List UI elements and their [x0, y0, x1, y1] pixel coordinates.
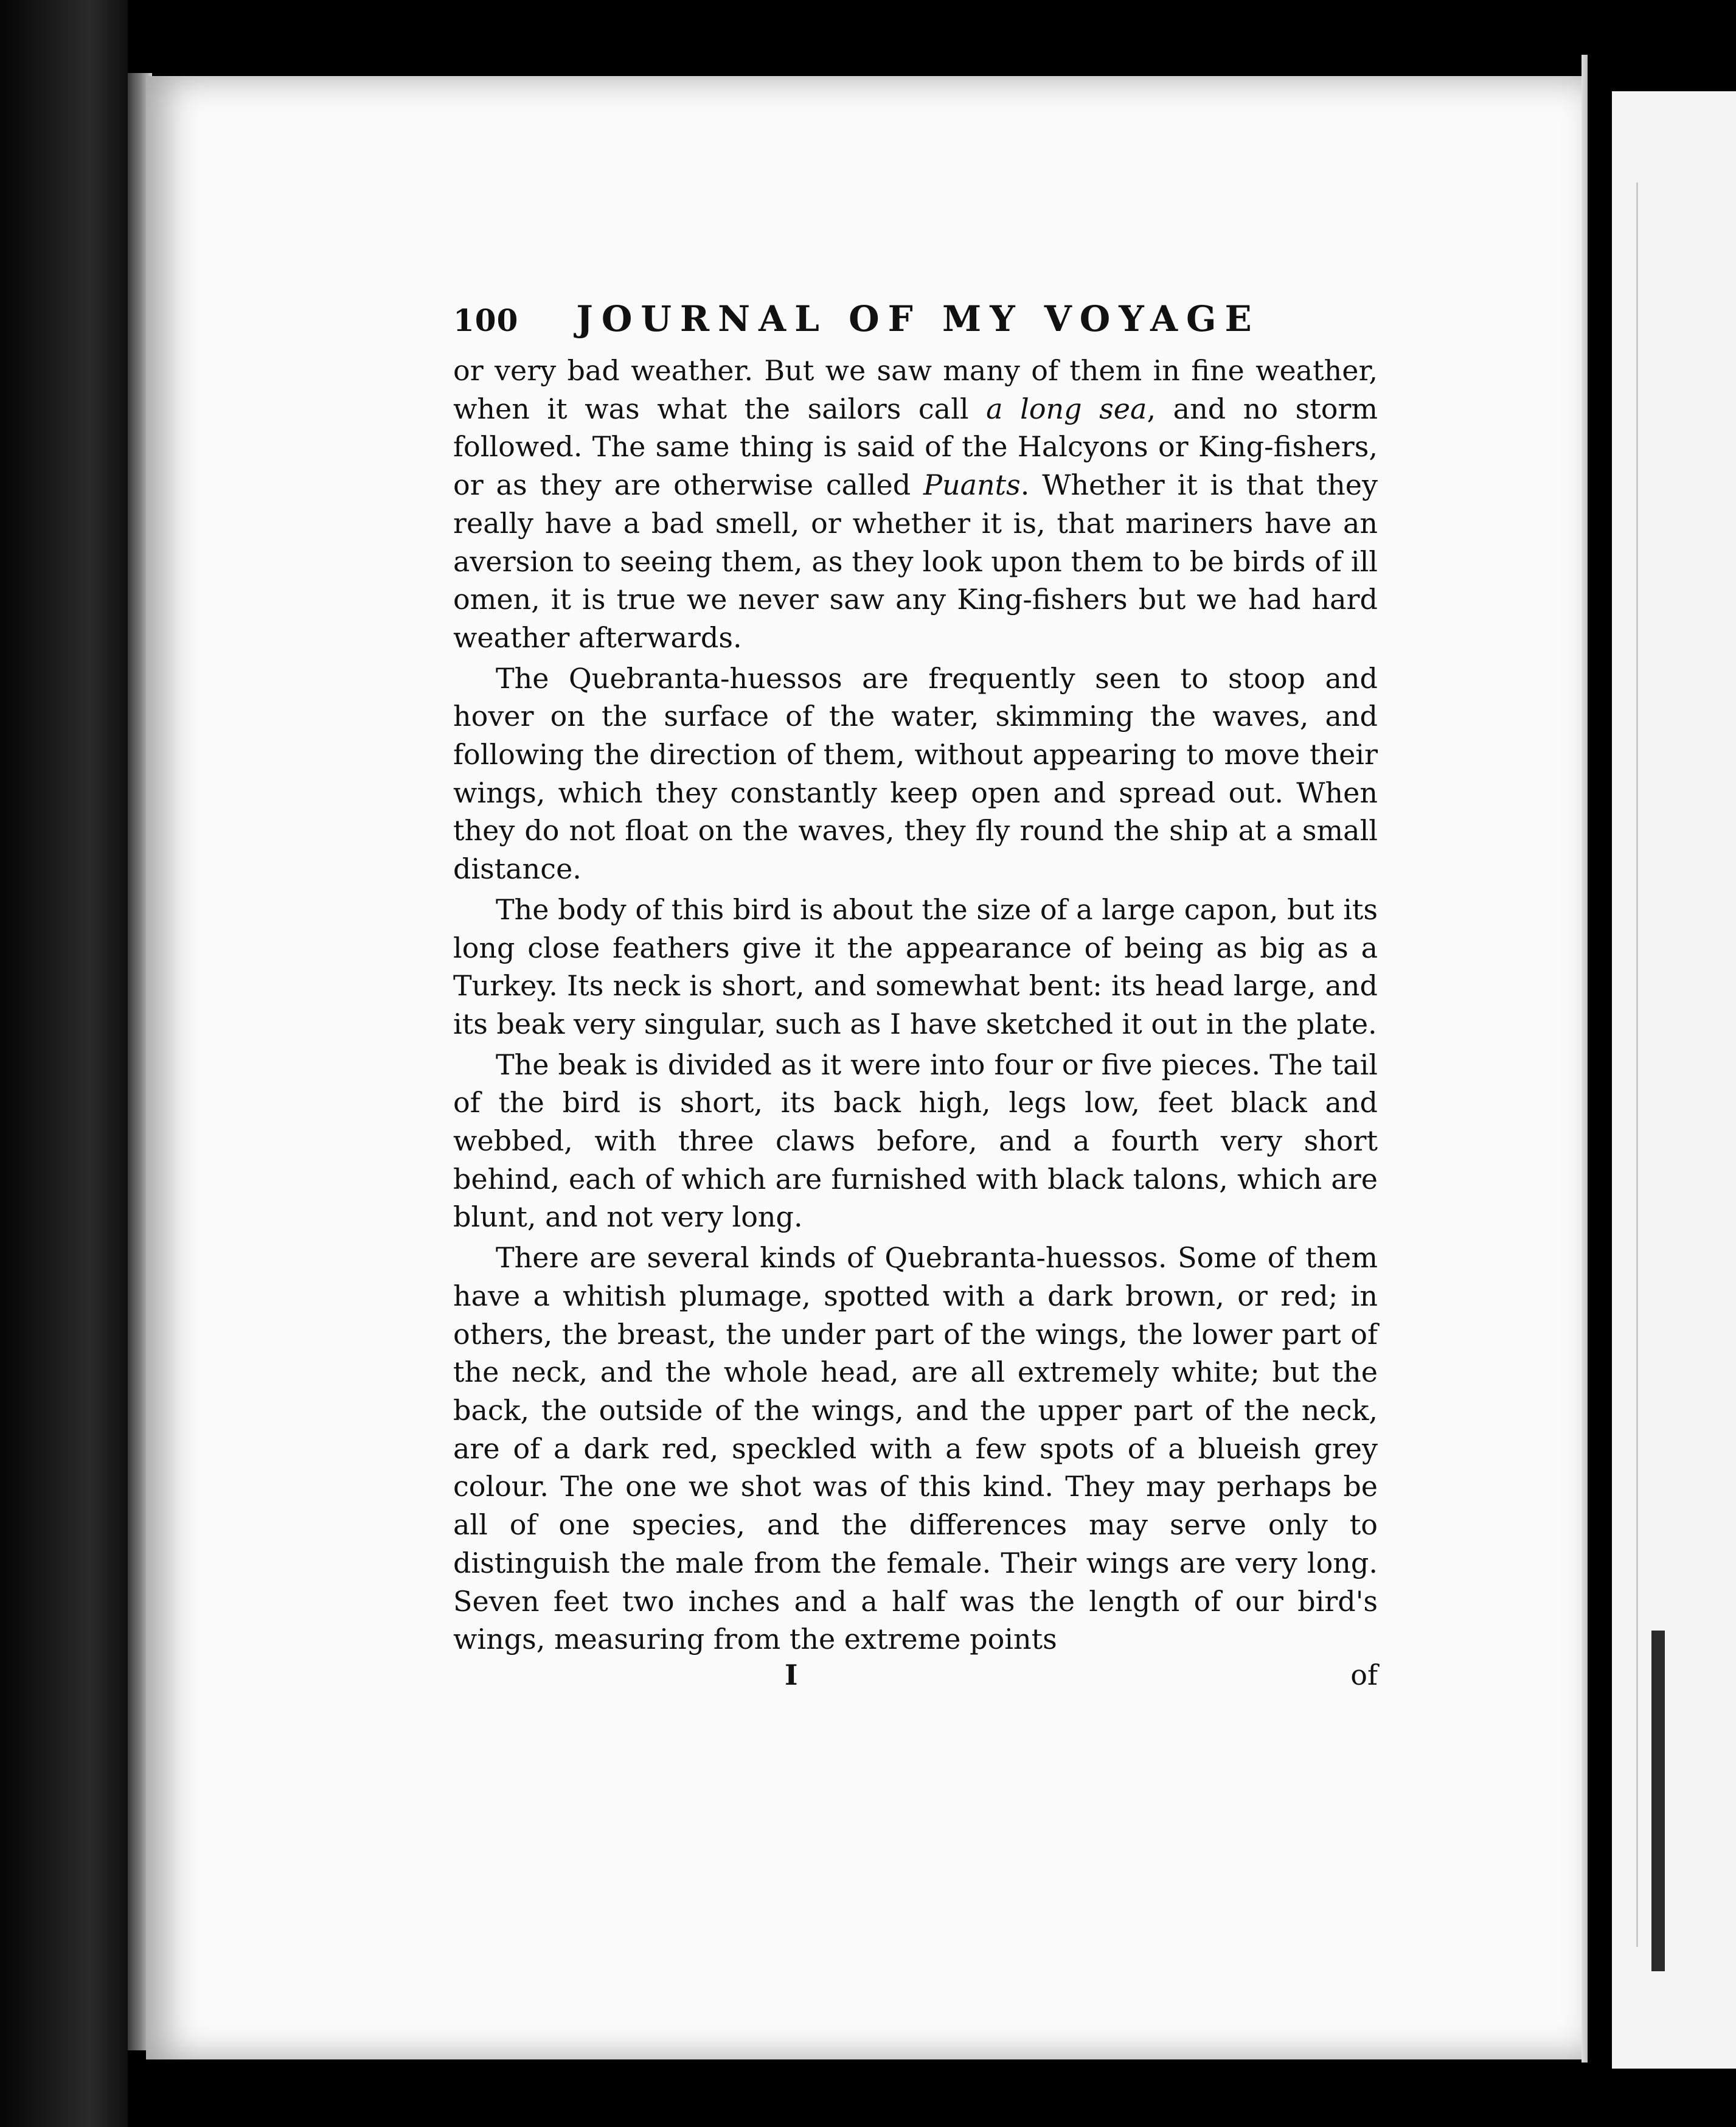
- text-run: The body of this bird is about the size of a large capon, but its long close feathers give it the appearance of being as big as a Turkey. Its neck is short, and somewhat bent: its head large, and its beak very singular, such as I have sketched it out in the plate.: [453, 893, 1378, 1040]
- running-head: [453, 298, 1378, 347]
- text-block: [453, 298, 1378, 1696]
- paragraph: [453, 352, 1378, 657]
- text-run: . Whether it is that they really have a bad smell, or whether it is, that mariners have an aversion to seeing them, as they look upon them to be birds of ill omen, it is true we never saw any King-fishers but we had hard weather afterwards.: [453, 468, 1378, 654]
- page-footer: [453, 1659, 1378, 1696]
- text-run: The Quebranta-huessos are frequently seen to stoop and hover on the surface of the water, skimming the waves, and following the direction of them, without appearing to move their wings, which they constantly keep open and spread out. When they do not float on the waves, they fly round the ship at a small distance.: [453, 661, 1378, 886]
- facing-page-strip: [1651, 1631, 1665, 1971]
- running-title: JOURNAL OF MY VOYAGE: [576, 298, 1260, 339]
- italic-phrase: Puants: [923, 468, 1021, 502]
- page-number: 100: [453, 302, 519, 338]
- text-run: The beak is divided as it were into four or five pieces. The tail of the bird is short, its back high, legs low, feet black and webbed, with three claws before, and a fourth very short behind, each of which are furnished with black talons, which are blunt, and not very long.: [453, 1048, 1378, 1234]
- facing-page-rule: [1636, 183, 1638, 1947]
- paragraph: [453, 891, 1378, 1043]
- paragraph: [453, 1239, 1378, 1659]
- text-run: There are several kinds of Quebranta-huessos. Some of them have a whitish plumage, spotted with a dark brown, or red; in others, the breast, the under part of the wings, the lower part of the neck, and the whole head, are all extremely white; but the back, the outside of the wings, and the upper part of the neck, are of a dark red, speckled with a few spots of a blueish grey colour. The one we shot was of this kind. They may perhaps be all of one species, and the differences may serve only to distinguish the male from the female. Their wings are very long. Seven feet two inches and a half was the length of our bird's wings, measuring from the extreme points: [453, 1241, 1378, 1656]
- text-run: , and no storm followed. The same thing is said of the Halcyons or King-fishers, or as they are otherwise called: [453, 392, 1378, 502]
- catchword: of: [1350, 1658, 1378, 1691]
- facing-page-fragment: [1612, 91, 1736, 2069]
- italic-phrase: a long sea: [986, 392, 1147, 425]
- signature-mark: I: [785, 1658, 798, 1691]
- paragraph: [453, 660, 1378, 888]
- paragraph: [453, 1046, 1378, 1237]
- text-run: or very bad weather. But we saw many of them in fine weather, when it was what the sailors call: [453, 354, 1378, 425]
- book-binding-shadow: [0, 0, 128, 2127]
